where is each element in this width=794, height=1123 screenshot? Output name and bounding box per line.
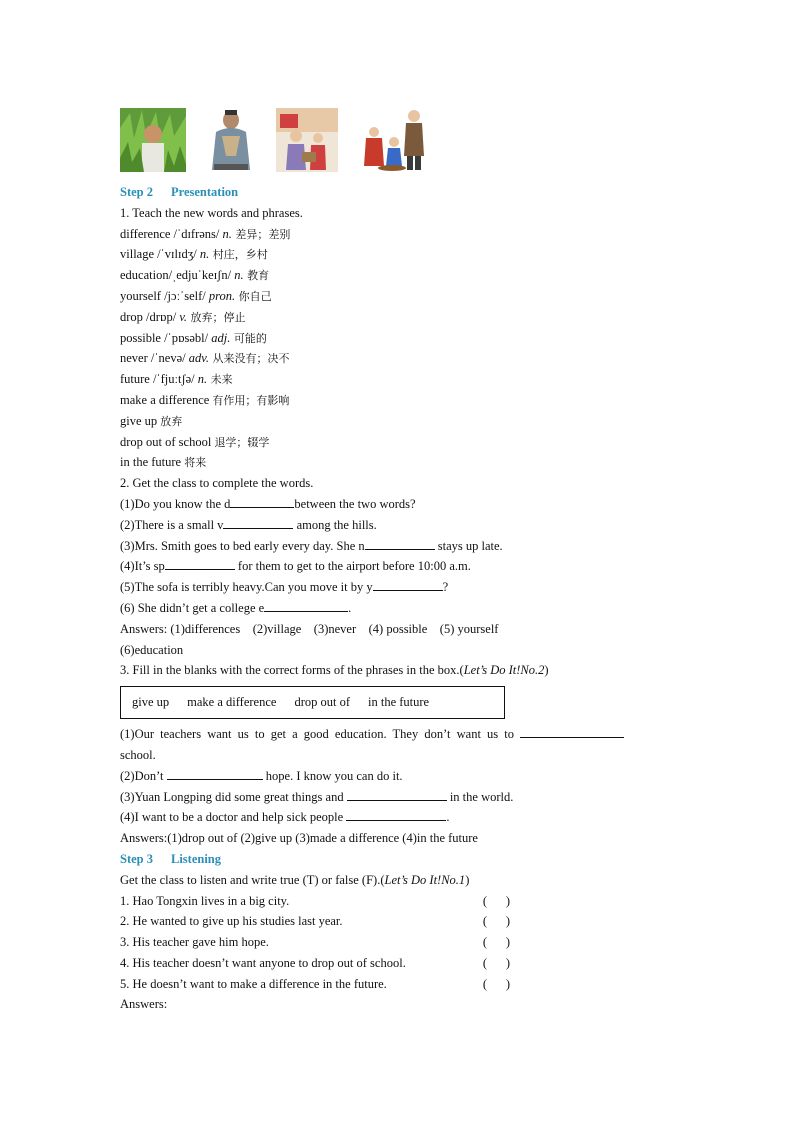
teacher-and-students-picture [276,108,338,172]
phrase-item [120,390,680,411]
vocab-word: yourself /jɔːˈself/ [120,288,209,303]
confucius-statue-picture [206,108,256,172]
step3-close-paren: ) [465,872,470,887]
phrase-text: in the future [120,455,185,470]
step3-instruction: Get the class to listen and write true (T) or false (F).( [120,872,385,887]
exercise-text: (1)Our teachers want us to get a good education. They don’t want us to [120,727,521,742]
vocab-item [120,348,680,369]
step2-label: Step 2 [120,185,153,199]
answers-listening: Answers: [120,997,168,1012]
vocab-meaning: 从来没有；决不 [208,352,290,366]
phrase-item [120,411,680,432]
vocab-meaning: 村庄，乡村 [209,248,268,262]
exercise-text: between the two words? [294,496,416,511]
statement-text: 5. He doesn’t want to make a difference in the future. [120,976,387,991]
exercise-text: hope. I know you can do it. [262,768,403,783]
answer-blank[interactable] [165,557,235,570]
vocab-pos: n. [199,247,210,262]
step3-title: Listening [171,851,222,866]
answer-blank[interactable] [223,516,293,529]
exercise-item [120,536,680,557]
vocab-meaning: 可能的 [230,331,267,345]
item3-text [120,660,680,681]
vocab-pos: n. [197,372,208,387]
step3-label: Step 3 [120,851,153,866]
vocab-meaning: 教育 [243,269,270,283]
box-phrase: drop out of [294,695,351,710]
answer-blank[interactable] [167,767,263,780]
answers-complete-words-cont: (6)education [120,642,184,657]
vocab-pos: n. [234,268,244,283]
worksheet-page [120,106,680,1015]
answer-blank[interactable] [373,578,443,591]
vocab-pos: pron. [208,288,236,303]
item1-text: 1. Teach the new words and phrases. [120,205,303,220]
exercise-item-cont: school. [120,747,156,762]
step2-title: Presentation [171,185,239,199]
exercise-text: . [446,810,450,825]
exercise-item [120,766,680,787]
statement-text: 4. His teacher doesn’t want anyone to drop out of school. [120,955,406,970]
item3-reference: Let’s Do It!No.2 [463,663,545,678]
exercise-item [120,598,680,619]
vocab-word: education/ˌedjuˈkeɪʃn/ [120,268,235,283]
exercise-item [120,556,680,577]
exercise-text: (4)I want to be a doctor and help sick people [120,810,347,825]
vocab-list [120,224,680,390]
vocab-pos: adv. [188,351,209,366]
phrase-item [120,452,680,473]
scientist-in-rice-field-picture [120,108,186,172]
vocab-pos: v. [179,309,188,324]
exercise-text: in the world. [446,789,514,804]
answer-parentheses[interactable]: ( ) [482,914,510,929]
item3-close-paren: ) [544,663,549,678]
vocab-word: drop /drɒp/ [120,309,180,324]
phrase-meaning: 退学；辍学 [214,435,270,449]
true-false-item [120,932,510,953]
exercise-text: (4)It’s sp [120,559,165,574]
vocab-item [120,286,680,307]
exercise-item [120,515,680,536]
phrase-list [120,390,680,473]
exercise-text: (2)There is a small v [120,517,224,532]
exercise-item [120,724,680,745]
step3-reference: Let’s Do It!No.1 [384,872,466,887]
vocab-word: never /ˈnevə/ [120,351,189,366]
vocab-item [120,244,680,265]
exercise-text: (6) She didn’t get a college e [120,600,265,615]
vocab-meaning: 你自己 [235,289,272,303]
item3-instruction: 3. Fill in the blanks with the correct forms of the phrases in the box.( [120,663,464,678]
statement-text: 3. His teacher gave him hope. [120,935,269,950]
box-phrase: give up [132,695,170,710]
answer-blank[interactable] [347,788,447,801]
picture-strip [120,106,680,172]
phrase-meaning: 有作用；有影响 [212,393,290,407]
step3-intro [120,870,680,891]
answer-parentheses[interactable]: ( ) [482,935,510,950]
item2-text: 2. Get the class to complete the words. [120,476,314,491]
exercise-text: . [348,600,352,615]
vocab-item [120,369,680,390]
vocab-meaning: 差异；差别 [231,227,291,241]
vocab-pos: n. [222,226,232,241]
phrase-text: drop out of school [120,434,215,449]
step3-heading [120,849,680,870]
vocab-item [120,224,680,245]
statement-text: 1. Hao Tongxin lives in a big city. [120,893,290,908]
vocab-pos: adj. [211,330,231,345]
exercise-text: stays up late. [434,538,503,553]
vocab-meaning: 未来 [207,373,233,387]
exercise-text: for them to get to the airport before 10:00 a.m. [234,559,471,574]
box-phrase: make a difference [187,695,277,710]
vocab-word: difference /ˈdɪfrəns/ [120,226,223,241]
vocab-word: possible /ˈpɒsəbl/ [120,330,212,345]
exercise-item [120,807,680,828]
true-false-item [120,974,510,995]
phrase-text: give up [120,413,161,428]
true-false-item [120,891,510,912]
answer-blank[interactable] [365,537,435,550]
exercise-text: (3)Mrs. Smith goes to bed early every day. She n [120,538,365,553]
vocab-item [120,328,680,349]
complete-words-exercise [120,494,680,619]
step2-heading [120,182,680,203]
exercise-text: (3)Yuan Longping did some great things and [120,789,347,804]
answer-blank[interactable] [264,599,348,612]
vocab-item [120,265,680,286]
vocab-word: future /ˈfjuːtʃə/ [120,372,198,387]
phrase-meaning: 放弃 [160,414,183,428]
answer-parentheses[interactable]: ( ) [482,955,510,970]
answers-complete-words: Answers: (1)differences (2)village (3)never (4) possible (5) yourself [120,621,499,636]
exercise-text: (5)The sofa is terribly heavy.Can you move it by y [120,580,373,595]
phrase-text: make a difference [120,392,213,407]
exercise-text: (1)Do you know the d [120,496,231,511]
fill-blanks-exercise [120,724,680,828]
family-helping-child-picture [358,108,430,172]
vocab-meaning: 放弃；停止 [187,310,246,324]
true-false-item [120,911,510,932]
exercise-text: among the hills. [293,517,377,532]
exercise-item [120,494,680,515]
phrase-meaning: 将来 [184,456,207,470]
true-false-list [120,891,680,995]
answer-parentheses[interactable]: ( ) [482,893,510,908]
phrase-box [120,686,505,719]
answer-blank[interactable] [346,808,446,821]
answer-parentheses[interactable]: ( ) [482,976,510,991]
box-phrase: in the future [368,695,430,710]
statement-text: 2. He wanted to give up his studies last year. [120,914,343,929]
answer-blank[interactable] [230,495,294,508]
phrase-item [120,432,680,453]
vocab-item [120,307,680,328]
vocab-word: village /ˈvɪlɪdʒ/ [120,247,200,262]
answers-fill-blanks: Answers:(1)drop out of (2)give up (3)made a difference (4)in the future [120,831,478,846]
exercise-item [120,787,680,808]
exercise-item [120,577,680,598]
answer-blank[interactable] [520,725,624,738]
exercise-text: ? [442,580,449,595]
true-false-item [120,953,510,974]
exercise-text: (2)Don’t [120,768,167,783]
